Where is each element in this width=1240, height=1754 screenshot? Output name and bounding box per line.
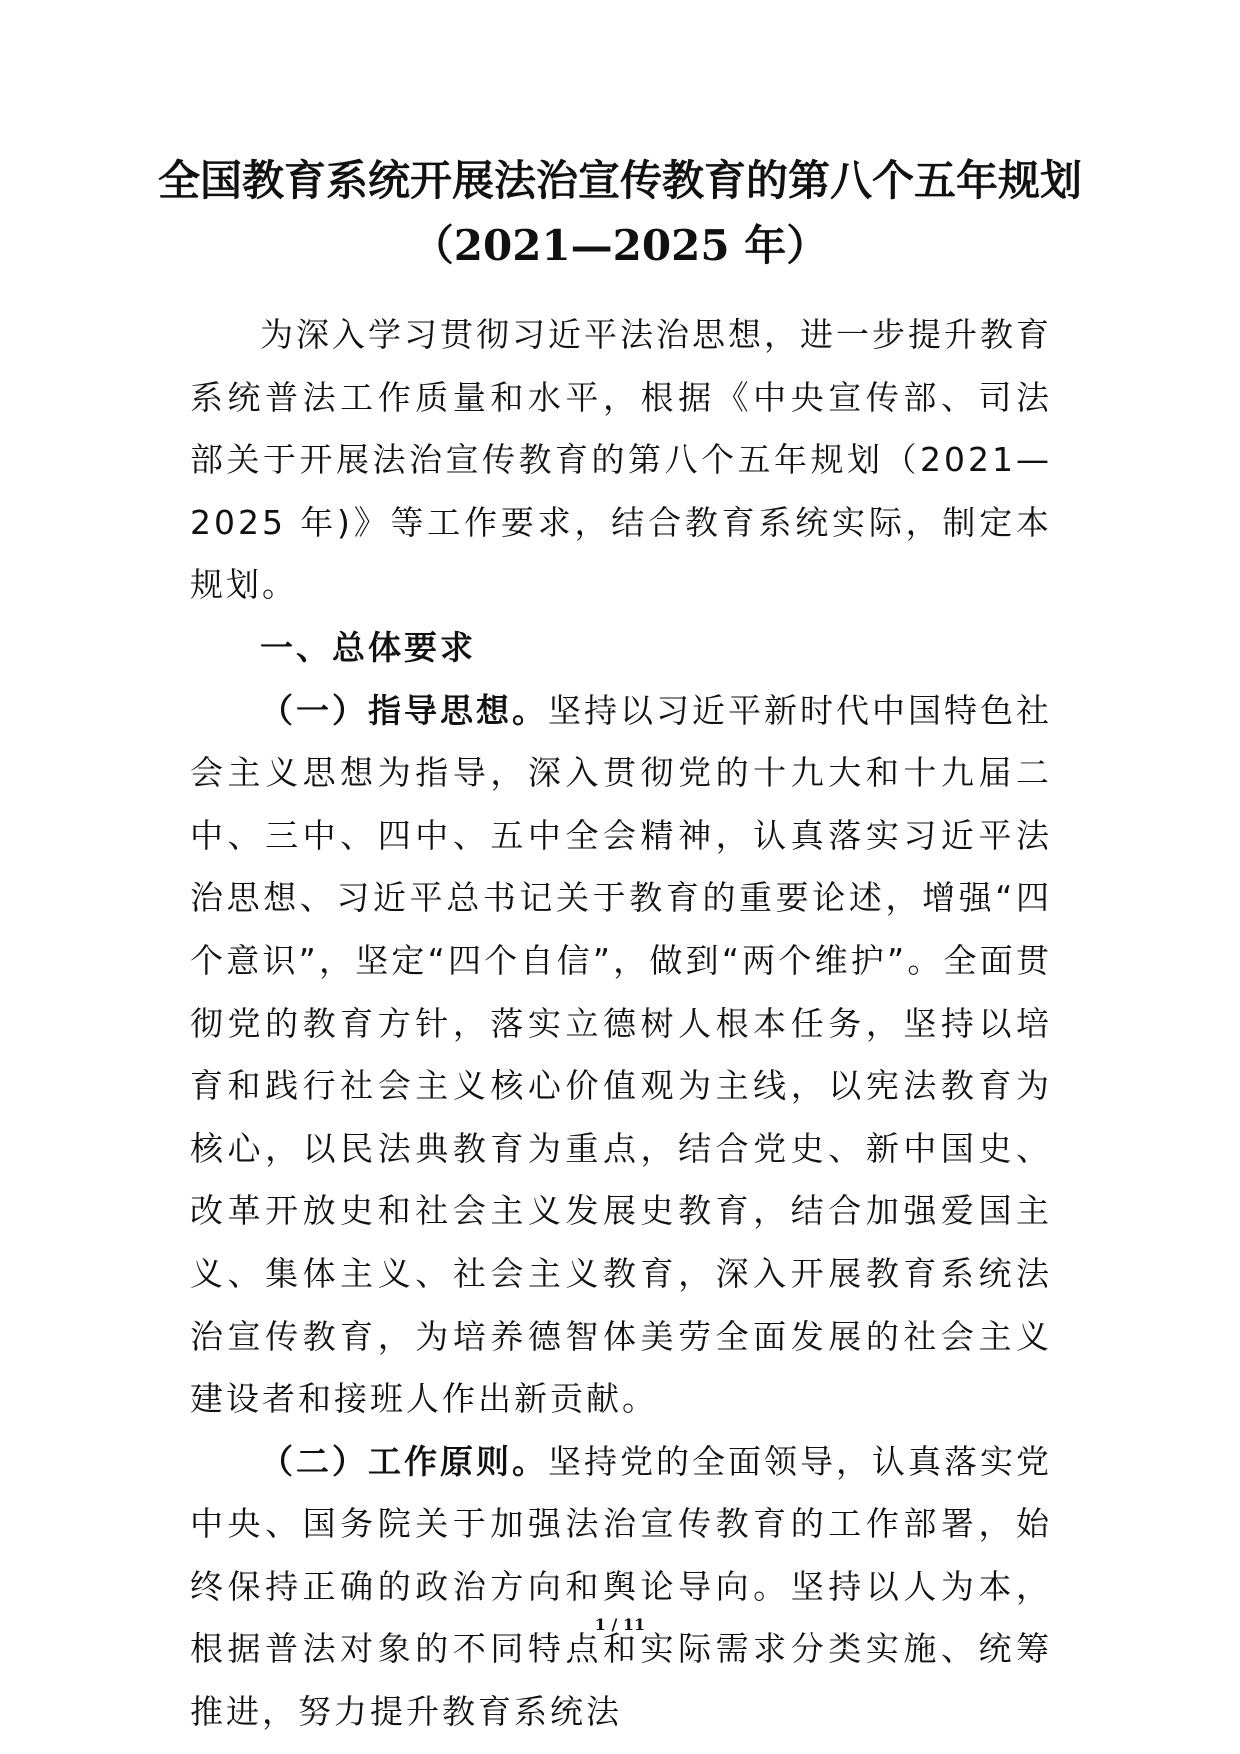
document-body [190, 304, 1052, 1744]
document-subtitle-years: （2021—2025 年） [411, 221, 829, 270]
guiding-ideology-paragraph [190, 680, 1052, 1431]
page-number: 1 / 11 [594, 1615, 646, 1634]
work-principles-paragraph [190, 1431, 1052, 1744]
paragraph-lead: （二）工作原则。 [260, 1441, 548, 1481]
section-heading: 一、总体要求 [260, 627, 476, 667]
intro-paragraph: 为深入学习贯彻习近平法治思想，进一步提升教育系统普法工作质量和水平，根据《中央宣传部、司法部关于开展法治宣传教育的第八个五年规划（2021—2025 年)》等工作要求，结合教育系统实际，制定本规划。 [190, 315, 1052, 605]
paragraph-text: 坚持以习近平新时代中国特色社会主义思想为指导，深入贯彻党的十九大和十九届二中、三中、四中、五中全会精神，认真落实习近平法治思想、习近平总书记关于教育的重要论述，增强“四个意识”，坚定“四个自信”，做到“两个维护”。全面贯彻党的教育方针，落实立德树人根本任务，坚持以培育和践行社会主义核心价值观为主线，以宪法教育为核心，以民法典教育为重点，结合党史、新中国史、改革开放史和社会主义发展史教育，结合加强爱国主义、集体主义、社会主义教育，深入开展教育系统法治宣传教育，为培养德智体美劳全面发展的社会主义建设者和接班人作出新贡献。 [190, 690, 1052, 1419]
paragraph-lead: （一）指导思想。 [260, 690, 548, 730]
document-title: 全国教育系统开展法治宣传教育的第八个五年规划 [157, 156, 1082, 205]
paragraph-text: 坚持党的全面领导，认真落实党中央、国务院关于加强法治宣传教育的工作部署，始终保持正确的政治方向和舆论导向。坚持以人为本，根据普法对象的不同特点和实际需求分类实施、统筹推进，努力提升教育系统法 [190, 1441, 1052, 1732]
